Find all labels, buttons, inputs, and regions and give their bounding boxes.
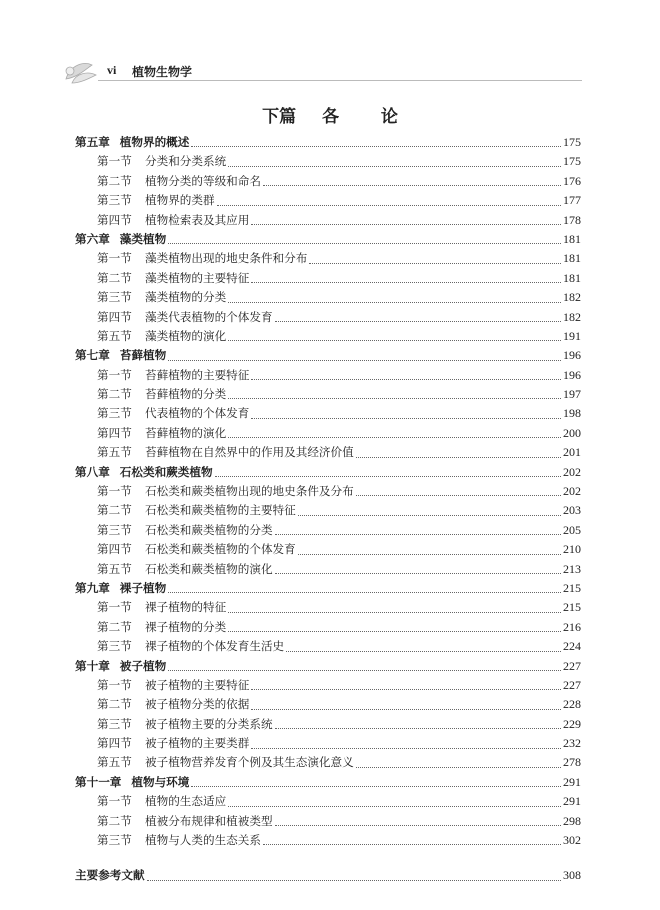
toc-entry-label [97, 191, 215, 210]
toc-entry-label [97, 385, 226, 404]
toc-entry-number: 第五节 [97, 445, 132, 460]
toc-entry-label [75, 133, 189, 152]
toc-entry-number: 第一节 [97, 251, 132, 266]
dot-leader [251, 379, 561, 380]
toc-section-row[interactable] [75, 424, 581, 443]
toc-entry-number: 第三节 [97, 193, 132, 208]
toc-entry-label [97, 598, 226, 617]
toc-entry-label [97, 540, 296, 559]
toc-entry-title: 植物与人类的生态关系 [145, 833, 261, 848]
toc-entry-label [75, 230, 166, 249]
dot-leader [275, 728, 561, 729]
toc-section-row[interactable] [75, 715, 581, 734]
toc-entry-number: 第三节 [97, 522, 132, 537]
toc-page-number: 216 [563, 619, 581, 634]
toc-section-row[interactable] [75, 482, 581, 501]
toc-entry-number: 第二节 [97, 270, 132, 285]
toc-page-number: 198 [563, 406, 581, 421]
toc-entry-number: 第一节 [97, 154, 132, 169]
toc-page-number: 202 [563, 484, 581, 499]
dot-leader [251, 709, 561, 710]
toc-chapter-row[interactable] [75, 773, 581, 792]
toc-entry-number: 第五节 [97, 755, 132, 770]
toc-entry-label [97, 715, 273, 734]
toc-entry-number: 第四节 [97, 309, 132, 324]
toc-entry-title: 代表植物的个体发育 [145, 406, 250, 421]
toc-section-row[interactable] [75, 501, 581, 520]
toc-entry-number: 第四节 [97, 542, 132, 557]
toc-entry-title: 植物分类的等级和命名 [145, 173, 261, 188]
toc-page-number: 224 [563, 639, 581, 654]
toc-entry-title: 藻类植物的分类 [145, 290, 227, 305]
toc-entry-number: 第三节 [97, 290, 132, 305]
toc-entry-title: 苔藓植物的主要特征 [145, 367, 250, 382]
toc-entry-title: 植物界的类群 [145, 193, 215, 208]
part-title-word: 下篇 [262, 107, 297, 127]
toc-entry-number: 第三节 [97, 833, 132, 848]
dot-leader [228, 340, 561, 341]
references-title: 主要参考文献 [75, 868, 145, 883]
dot-leader [251, 689, 561, 690]
toc-page-number: 200 [563, 425, 581, 440]
dot-leader [147, 880, 561, 881]
dot-leader [228, 398, 561, 399]
toc-section-row[interactable] [75, 211, 581, 230]
toc-section-row[interactable] [75, 288, 581, 307]
toc-page-number: 213 [563, 561, 581, 576]
toc-entry-title: 分类和分类系统 [145, 154, 227, 169]
toc-entry-number: 第七章 [75, 348, 110, 363]
dot-leader [228, 302, 561, 303]
toc-entry-label [97, 676, 249, 695]
toc-entry-number: 第十章 [75, 658, 110, 673]
toc-entry-label [75, 346, 166, 365]
toc-entry-label [75, 463, 213, 482]
toc-page-number: 229 [563, 716, 581, 731]
dot-leader [251, 282, 561, 283]
toc-entry-number: 第三节 [97, 716, 132, 731]
dot-leader [298, 554, 561, 555]
toc-entry-number: 第三节 [97, 406, 132, 421]
toc-page-number: 196 [563, 348, 581, 363]
toc-entry-number: 第一节 [97, 484, 132, 499]
spacer [75, 850, 581, 866]
toc-entry-number: 第四节 [97, 736, 132, 751]
toc-entry-number: 第二节 [97, 503, 132, 518]
dot-leader [228, 631, 561, 632]
toc-section-row[interactable] [75, 618, 581, 637]
toc-page-number: 228 [563, 697, 581, 712]
toc-section-row[interactable] [75, 385, 581, 404]
toc-entry-title: 裸子植物的分类 [145, 619, 227, 634]
toc-page-number: 176 [563, 173, 581, 188]
toc-section-row[interactable] [75, 269, 581, 288]
dot-leader [263, 185, 561, 186]
toc-section-row[interactable] [75, 831, 581, 850]
toc-chapter-row[interactable] [75, 463, 581, 482]
header-book-title: 植物生物学 [132, 65, 193, 79]
dot-leader [356, 495, 561, 496]
page-header [62, 55, 582, 89]
toc-entry-label [97, 812, 273, 831]
toc-entry-label [97, 618, 226, 637]
dot-leader [275, 825, 561, 826]
toc-entry-title: 石松类和蕨类植物出现的地史条件及分布 [145, 484, 354, 499]
toc-section-row[interactable] [75, 327, 581, 346]
dot-leader [251, 418, 561, 419]
toc-entry-title: 植被分布规律和植被类型 [145, 813, 273, 828]
toc-page-number: 181 [563, 231, 581, 246]
dot-leader [217, 205, 561, 206]
toc-entry-title: 被子植物 [119, 658, 167, 673]
toc-entry-label [75, 773, 189, 792]
toc-section-row[interactable] [75, 754, 581, 773]
toc-entry-title: 石松类和蕨类植物的演化 [145, 561, 273, 576]
toc-entry-number: 第十一章 [75, 774, 122, 789]
toc-entry-title: 苔藓植物的演化 [145, 425, 227, 440]
toc-page-number: 227 [563, 677, 581, 692]
toc-page-number: 197 [563, 387, 581, 402]
toc-page-number: 181 [563, 270, 581, 285]
toc-entry-label [75, 657, 166, 676]
dot-leader [356, 767, 561, 768]
dot-leader [228, 612, 561, 613]
toc-page-number: 291 [563, 794, 581, 809]
toc-section-row[interactable] [75, 191, 581, 210]
toc-page-number: 182 [563, 309, 581, 324]
toc-section-row[interactable] [75, 676, 581, 695]
toc-page-number: 191 [563, 328, 581, 343]
toc-entry-title: 裸子植物的个体发育生活史 [145, 639, 285, 654]
dot-leader [275, 573, 561, 574]
toc-entry-title: 裸子植物的特征 [145, 600, 227, 615]
toc-section-row[interactable] [75, 792, 581, 811]
toc-entry-title: 藻类植物出现的地史条件和分布 [145, 251, 308, 266]
toc-entry-number: 第五节 [97, 561, 132, 576]
toc-entry-label [97, 288, 226, 307]
toc-entry-label [97, 831, 261, 850]
toc-entry-label [97, 308, 273, 327]
toc-chapter-row[interactable] [75, 657, 581, 676]
toc-chapter-row[interactable] [75, 230, 581, 249]
dot-leader [168, 360, 561, 361]
toc-entry-title: 石松类和蕨类植物的个体发育 [145, 542, 296, 557]
toc-entry-title: 裸子植物 [119, 580, 167, 595]
toc-entry-label [97, 152, 226, 171]
toc-entry-number: 第二节 [97, 813, 132, 828]
toc-entry-label [97, 443, 354, 462]
dot-leader [275, 321, 561, 322]
toc-page-number: 215 [563, 600, 581, 615]
toc-section-row[interactable] [75, 366, 581, 385]
toc-entry-title: 苔藓植物在自然界中的作用及其经济价值 [145, 445, 354, 460]
toc-entry-label [97, 211, 249, 230]
toc-entry-label [97, 637, 284, 656]
dot-leader [191, 786, 561, 787]
toc-section-row[interactable] [75, 812, 581, 831]
dot-leader [286, 651, 561, 652]
toc-entry-number: 第二节 [97, 619, 132, 634]
header-rule [98, 80, 582, 81]
dot-leader [356, 457, 561, 458]
toc-chapter-row[interactable] [75, 579, 581, 598]
part-title [0, 102, 660, 127]
toc-entry-number: 第四节 [97, 425, 132, 440]
toc-entry-title: 被子植物分类的依据 [145, 697, 250, 712]
dot-leader [275, 534, 561, 535]
toc-section-row[interactable] [75, 598, 581, 617]
toc-entry-label [97, 501, 296, 520]
dot-leader [251, 224, 561, 225]
toc-entry-label [97, 249, 307, 268]
dot-leader [263, 844, 561, 845]
toc-page-number: 175 [563, 134, 581, 149]
header-page-number: vi [107, 63, 117, 77]
toc-entry-label [97, 269, 249, 288]
part-title-word: 各 [322, 107, 339, 127]
toc-page-number: 291 [563, 774, 581, 789]
toc-section-row[interactable] [75, 249, 581, 268]
toc-entry-number: 第一节 [97, 794, 132, 809]
toc-entry-label [75, 579, 166, 598]
toc-entry-title: 苔藓植物的分类 [145, 387, 227, 402]
table-of-contents [75, 133, 581, 886]
toc-entry-label [97, 482, 354, 501]
dot-leader [228, 437, 561, 438]
toc-section-row[interactable] [75, 540, 581, 559]
toc-page-number: 302 [563, 833, 581, 848]
toc-page-number: 175 [563, 154, 581, 169]
toc-entry-number: 第二节 [97, 173, 132, 188]
toc-entry-title: 石松类和蕨类植物的分类 [145, 522, 273, 537]
dot-leader [309, 263, 561, 264]
toc-entry-title: 植物界的概述 [119, 134, 190, 149]
toc-chapter-row[interactable] [75, 346, 581, 365]
dot-leader [228, 166, 561, 167]
toc-entry-title: 藻类植物 [119, 231, 167, 246]
dot-leader [168, 670, 561, 671]
toc-entry-title: 植物的生态适应 [145, 794, 227, 809]
leaf-ornament-icon [62, 57, 98, 87]
toc-page-number: 196 [563, 367, 581, 382]
toc-section-row[interactable] [75, 521, 581, 540]
toc-page-number: 203 [563, 503, 581, 518]
toc-entry-label [97, 327, 226, 346]
toc-entry-number: 第六章 [75, 231, 110, 246]
toc-entry-number: 第一节 [97, 367, 132, 382]
toc-page-number: 210 [563, 542, 581, 557]
toc-entry-title: 藻类代表植物的个体发育 [145, 309, 273, 324]
toc-page-number: 278 [563, 755, 581, 770]
toc-entry-number: 第三节 [97, 639, 132, 654]
toc-entry-title: 被子植物的主要类群 [145, 736, 250, 751]
toc-entry-title: 植物与环境 [131, 774, 190, 789]
toc-entry-number: 第九章 [75, 580, 110, 595]
toc-entry-number: 第五章 [75, 134, 110, 149]
toc-entry-title: 植物检索表及其应用 [145, 212, 250, 227]
toc-entry-label [97, 521, 273, 540]
dot-leader [191, 146, 561, 147]
toc-page-number: 205 [563, 522, 581, 537]
toc-page-number: 177 [563, 193, 581, 208]
toc-section-row[interactable] [75, 560, 581, 579]
toc-page-number: 215 [563, 580, 581, 595]
toc-entry-label [97, 695, 249, 714]
references-page-number: 308 [563, 868, 581, 883]
toc-entry-label [97, 404, 249, 423]
dot-leader [251, 748, 561, 749]
toc-section-row[interactable] [75, 443, 581, 462]
toc-page-number: 202 [563, 464, 581, 479]
toc-entry-label [97, 172, 261, 191]
toc-page-number: 298 [563, 813, 581, 828]
toc-entry-number: 第四节 [97, 212, 132, 227]
toc-page-number: 182 [563, 290, 581, 305]
toc-page-number: 232 [563, 736, 581, 751]
toc-section-row[interactable] [75, 734, 581, 753]
toc-entry-label [97, 734, 249, 753]
toc-page-number: 178 [563, 212, 581, 227]
dot-leader [168, 243, 561, 244]
toc-chapter-row[interactable] [75, 133, 581, 152]
toc-entry-title: 被子植物主要的分类系统 [145, 716, 273, 731]
toc-entry-title: 被子植物营养发育个例及其生态演化意义 [145, 755, 354, 770]
toc-section-row[interactable] [75, 308, 581, 327]
toc-page-number: 181 [563, 251, 581, 266]
toc-section-row[interactable] [75, 152, 581, 171]
toc-section-row[interactable] [75, 172, 581, 191]
toc-entry-title: 藻类植物的主要特征 [145, 270, 250, 285]
toc-entry-number: 第二节 [97, 697, 132, 712]
toc-entry-number: 第五节 [97, 328, 132, 343]
toc-section-row[interactable] [75, 637, 581, 656]
toc-entry-title: 石松类和蕨类植物 [119, 464, 213, 479]
toc-entry-number: 第一节 [97, 677, 132, 692]
toc-references-row[interactable] [75, 866, 581, 885]
part-title-word: 论 [380, 107, 398, 127]
dot-leader [215, 476, 561, 477]
dot-leader [228, 806, 561, 807]
dot-leader [168, 592, 561, 593]
toc-section-row[interactable] [75, 695, 581, 714]
toc-entry-number: 第一节 [97, 600, 132, 615]
toc-entry-label [97, 366, 249, 385]
toc-entry-title: 苔藓植物 [119, 348, 167, 363]
dot-leader [298, 515, 561, 516]
toc-page-number: 227 [563, 658, 581, 673]
toc-page-number: 201 [563, 445, 581, 460]
toc-section-row[interactable] [75, 404, 581, 423]
toc-entry-label [97, 424, 226, 443]
toc-entry-number: 第八章 [75, 464, 110, 479]
toc-entry-title: 藻类植物的演化 [145, 328, 227, 343]
toc-entry-label [97, 560, 273, 579]
toc-entry-number: 第二节 [97, 387, 132, 402]
toc-entry-label [97, 792, 226, 811]
toc-entry-title: 被子植物的主要特征 [145, 677, 250, 692]
toc-entry-title: 石松类和蕨类植物的主要特征 [145, 503, 296, 518]
toc-entry-label [97, 753, 354, 772]
